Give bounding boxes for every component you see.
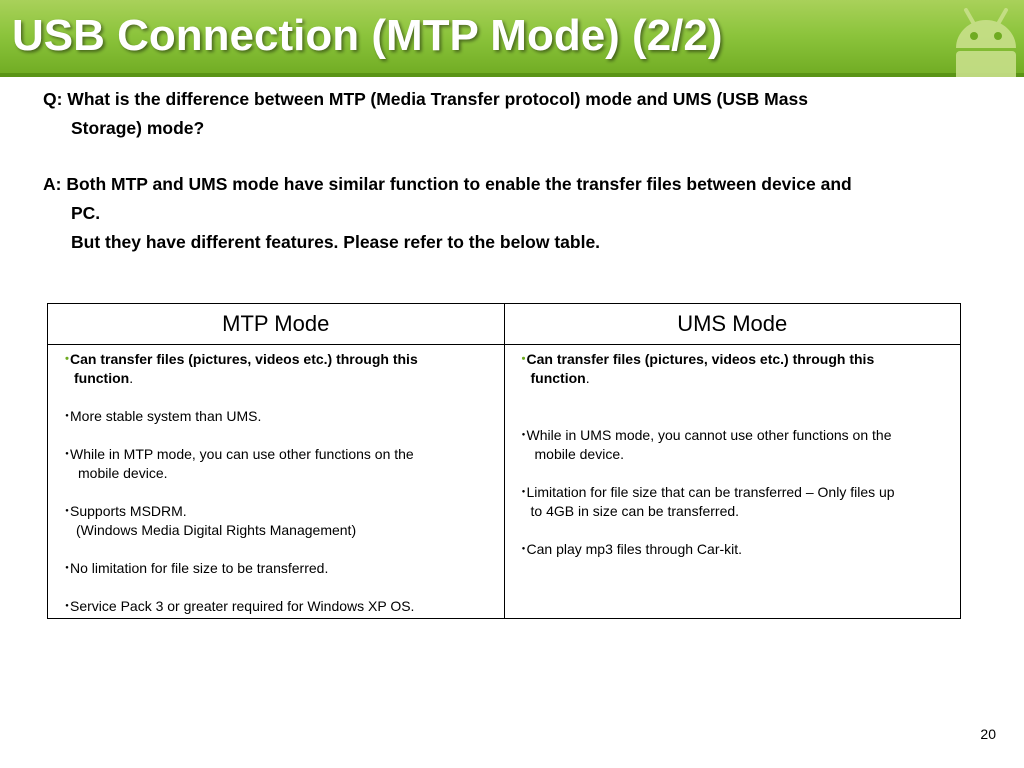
bullet-icon: ・ (516, 541, 531, 557)
title-bar (0, 0, 1024, 77)
bullet-icon: ・ (516, 427, 531, 443)
header-mtp-mode: MTP Mode (48, 304, 505, 345)
bullet-icon: ・ (60, 598, 74, 614)
mtp-features-cell (48, 345, 505, 619)
question-block (43, 85, 983, 143)
mtp-item-msdrm: ・Supports MSDRM. (Windows Media Digital Rights Management) (60, 503, 357, 538)
question-line-1: Q: What is the difference between MTP (Media Transfer protocol) mode and UMS (USB Mass (43, 89, 808, 109)
answer-block (43, 170, 983, 257)
question-line-2: Storage) mode? (71, 118, 205, 138)
table-row (48, 345, 961, 619)
bullet-icon: ・ (60, 503, 74, 519)
comparison-table (47, 303, 961, 619)
slide-title: USB Connection (MTP Mode) (2/2) (12, 11, 723, 60)
android-robot-icon (948, 4, 1024, 77)
ums-item-functions: ・While in UMS mode, you cannot use other functions on the mobile device. (516, 427, 892, 462)
answer-line-1: A: Both MTP and UMS mode have similar function to enable the transfer files between device and (43, 174, 852, 194)
header-ums-mode: UMS Mode (504, 304, 961, 345)
ums-item-mp3: ・Can play mp3 files through Car-kit. (516, 541, 743, 557)
mtp-item-service-pack: ・Service Pack 3 or greater required for Windows XP OS. (60, 598, 415, 614)
table-header-row (48, 304, 961, 345)
page-number: 20 (980, 726, 996, 742)
bullet-icon: ・ (60, 408, 74, 424)
ums-item-size-limit: ・Limitation for file size that can be transferred – Only files up to 4GB in size can be transferred. (516, 484, 895, 519)
bullet-icon: ・ (516, 484, 531, 500)
ums-item-transfer: ・Can transfer files (pictures, videos etc.) through this function. (516, 351, 875, 386)
bullet-icon: ・ (60, 560, 74, 576)
title-bar-stripe (0, 73, 1024, 77)
mtp-item-no-limit: ・No limitation for file size to be transferred. (60, 560, 329, 576)
mtp-item-transfer: ・Can transfer files (pictures, videos etc.) through this function. (60, 351, 418, 386)
ums-features-cell (504, 345, 961, 619)
bullet-icon: ・ (516, 351, 531, 367)
bullet-icon: ・ (60, 446, 74, 462)
mtp-item-functions: ・While in MTP mode, you can use other functions on the mobile device. (60, 446, 414, 481)
answer-line-2: PC. (71, 203, 101, 223)
answer-line-3: But they have different features. Please refer to the below table. (71, 232, 601, 252)
mtp-item-stable: ・More stable system than UMS. (60, 408, 262, 424)
bullet-icon: ・ (60, 351, 74, 367)
